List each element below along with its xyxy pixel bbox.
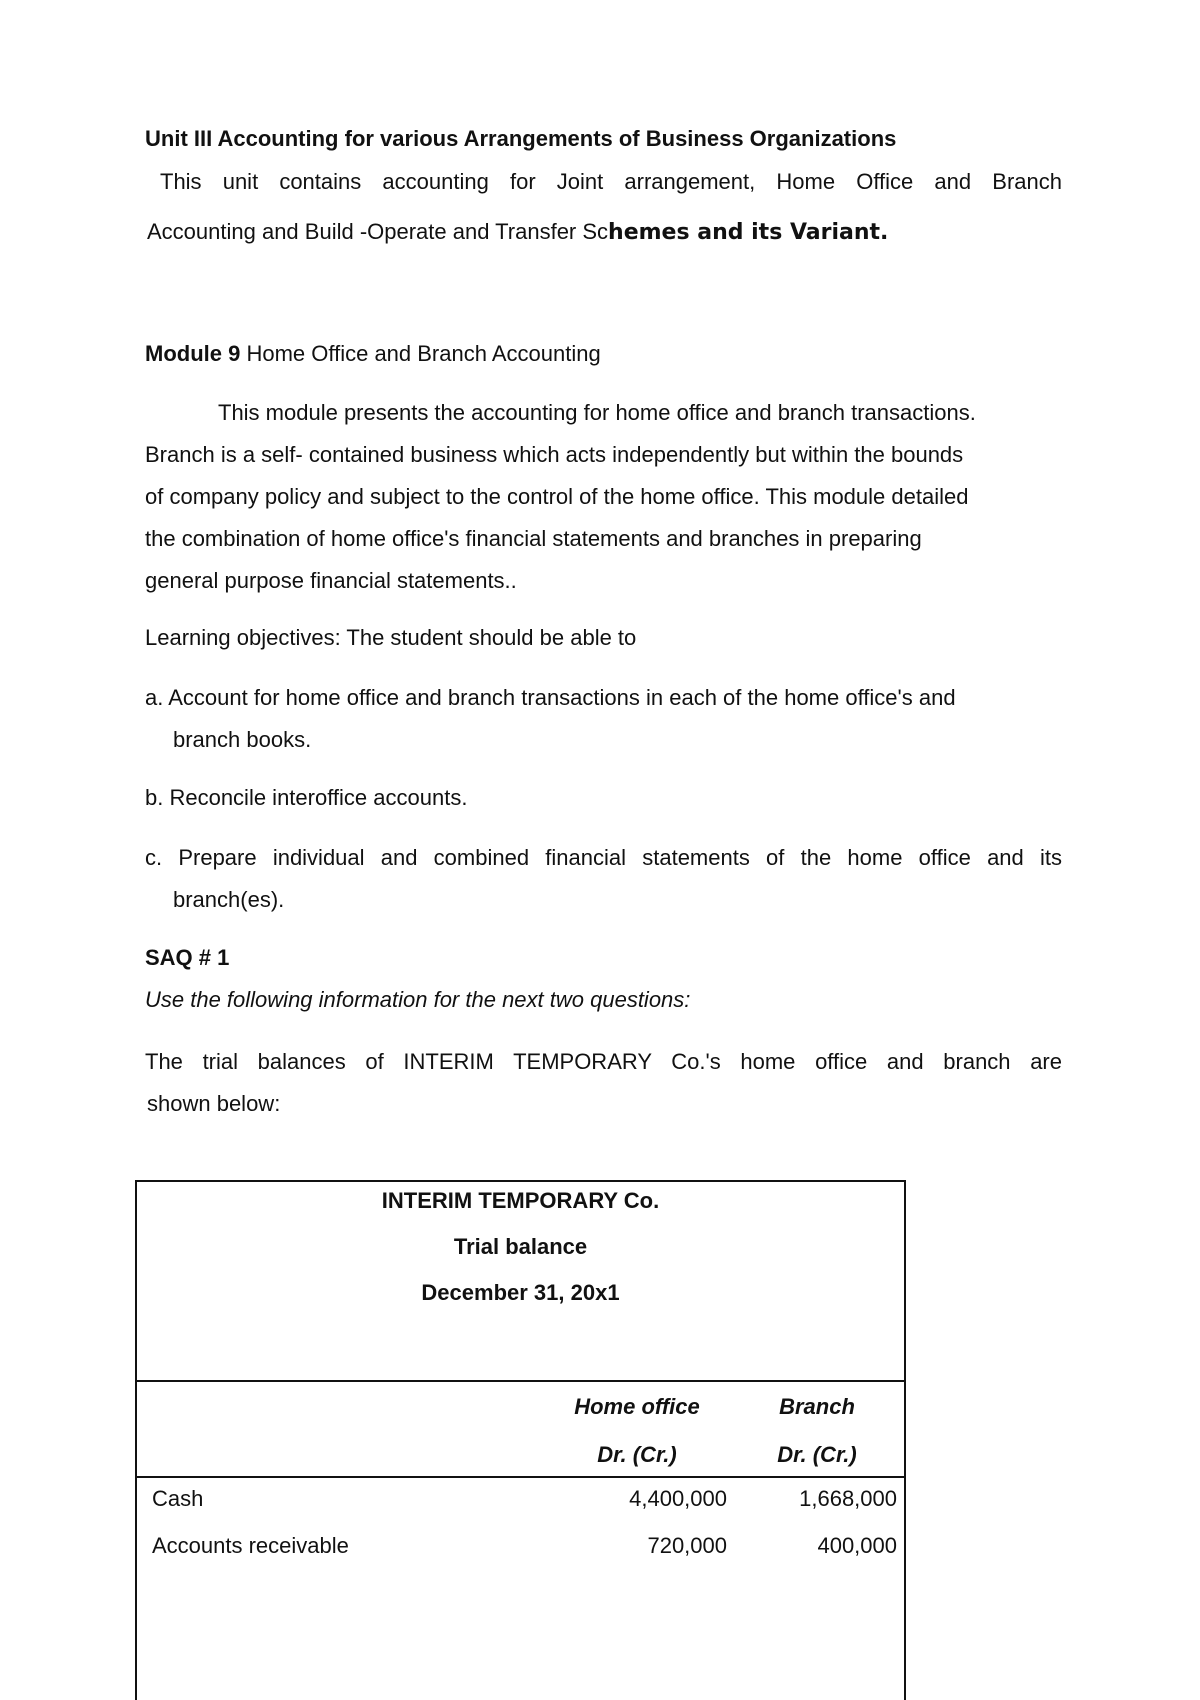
objectives-intro: Learning objectives: The student should be able to (145, 625, 637, 650)
module-heading (145, 343, 601, 365)
unit-description-line2-part1: Accounting and Build -Operate and Transfer Sc (147, 219, 609, 244)
unit-description-line1: This unit contains accounting for Joint arrangement, Home Office and Branch (160, 169, 1062, 194)
unit-description-line2 (147, 221, 888, 244)
saq-label: SAQ # 1 (145, 945, 230, 970)
header-divider (137, 1380, 904, 1382)
table-company: INTERIM TEMPORARY Co. (381, 1188, 660, 1213)
objective-a-line2: branch books. (173, 727, 312, 752)
unit-description-line2-part2: hemes and its Variant. (608, 220, 889, 245)
trial-balance-table (135, 1180, 906, 1700)
objective-a-line1: a. Account for home office and branch transactions in each of the home office's and (145, 685, 956, 710)
row-cash-account: Cash (152, 1486, 204, 1511)
objective-b: b. Reconcile interoffice accounts. (145, 785, 468, 810)
objective-c-line1: c. Prepare individual and combined financial statements of the home office and its (145, 845, 1062, 870)
row-ar-home: 720,000 (647, 1533, 727, 1558)
module-para-line4: the combination of home office's financial statements and branches in preparing (145, 526, 922, 551)
col-home-office-header: Home office (574, 1394, 700, 1419)
row-cash-branch: 1,668,000 (799, 1486, 897, 1511)
col-branch-subheader: Dr. (Cr.) (777, 1442, 857, 1467)
unit-title: Unit III Accounting for various Arrangements of Business Organizations (145, 126, 897, 151)
saq-instruction: Use the following information for the next two questions: (145, 987, 691, 1012)
saq-line2: shown below: (147, 1091, 281, 1116)
col-branch-header: Branch (779, 1394, 855, 1419)
row-ar-branch: 400,000 (817, 1533, 897, 1558)
module-para-line5: general purpose financial statements.. (145, 568, 517, 593)
saq-line1: The trial balances of INTERIM TEMPORARY Co.'s home office and branch are (145, 1049, 1062, 1074)
col-home-office-subheader: Dr. (Cr.) (597, 1442, 677, 1467)
objective-c-line2: branch(es). (173, 887, 285, 912)
table-report-title: Trial balance (453, 1234, 588, 1259)
module-title: Home Office and Branch Accounting (246, 341, 601, 366)
module-para-line3: of company policy and subject to the control of the home office. This module detailed (145, 484, 969, 509)
table-date: December 31, 20x1 (421, 1280, 620, 1305)
module-label: Module 9 (145, 341, 241, 366)
row-ar-account: Accounts receivable (152, 1533, 349, 1558)
module-para-line2: Branch is a self- contained business which acts independently but within the bounds (145, 442, 964, 467)
row-cash-home: 4,400,000 (629, 1486, 727, 1511)
module-para-line1: This module presents the accounting for home office and branch transactions. (218, 400, 976, 425)
column-header-divider (137, 1476, 904, 1478)
